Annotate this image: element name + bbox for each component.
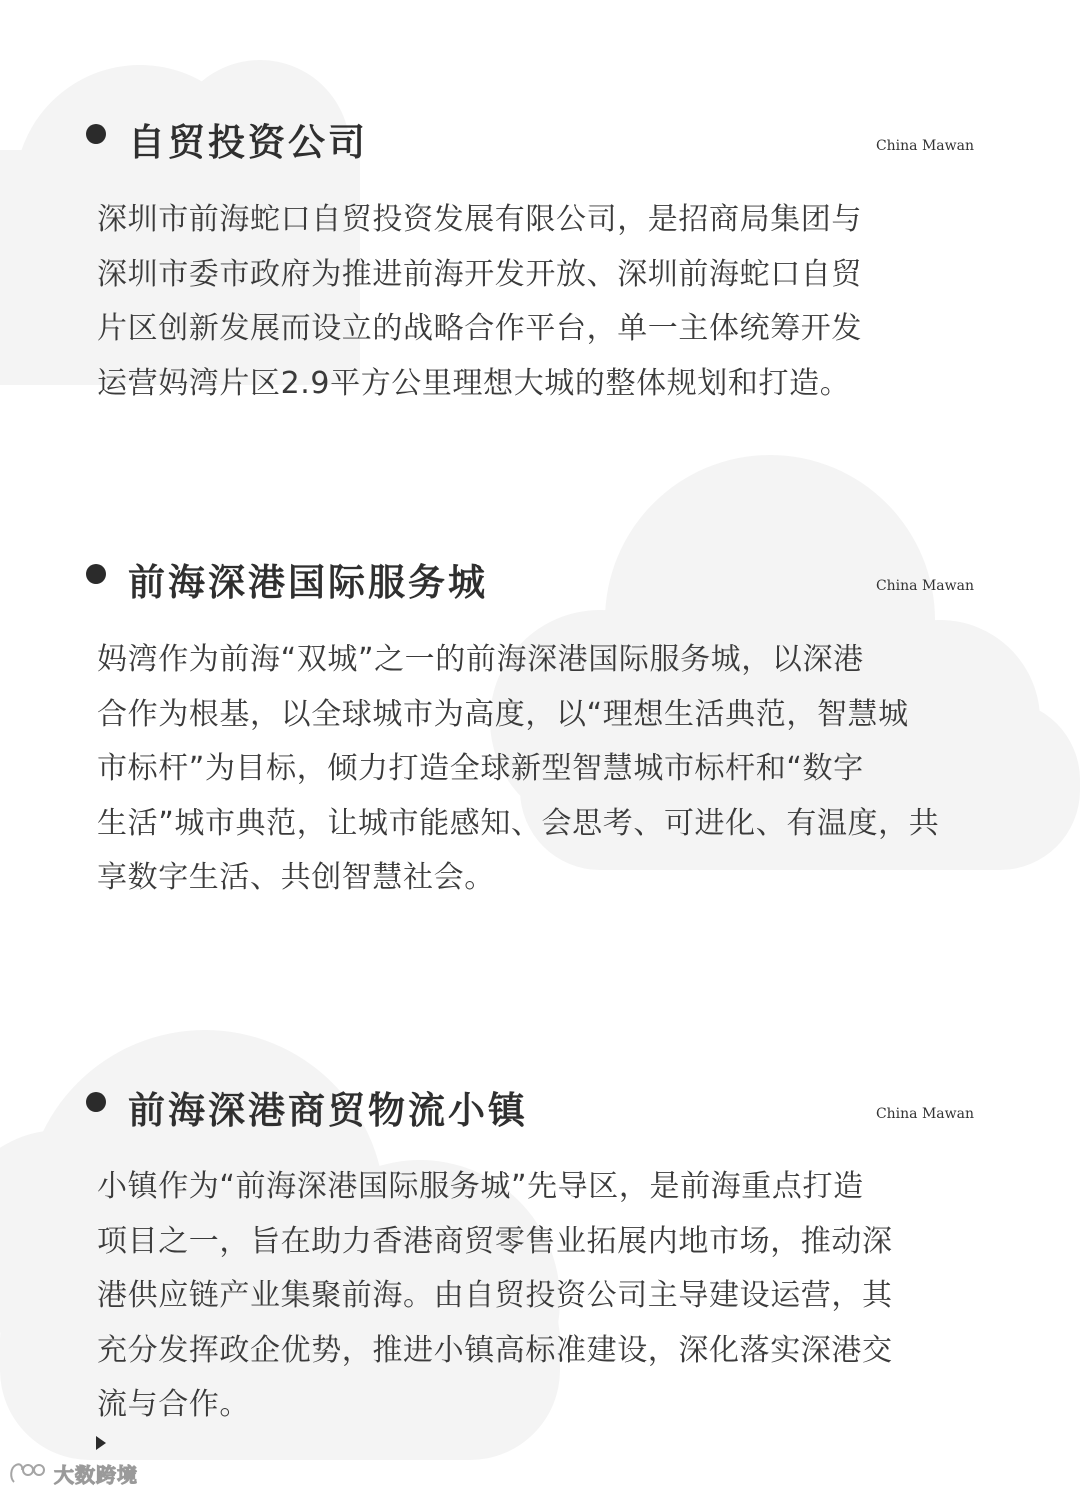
body-line: 市标杆”为目标，倾力打造全球新型智慧城市标杆和“数字 <box>97 751 864 786</box>
watermark-text: 大数跨境 <box>54 1462 138 1487</box>
section-subtitle: China Mawan <box>875 1106 974 1122</box>
body-line: 妈湾作为前海“双城”之一的前海深港国际服务城，以深港 <box>97 642 864 677</box>
body-line: 生活”城市典范，让城市能感知、会思考、可进化、有温度，共 <box>97 805 940 841</box>
body-line: 合作为根基，以全球城市为高度，以“理想生活典范，智慧城 <box>97 696 909 732</box>
body-line: 项目之一，旨在助力香港商贸零售业拓展内地市场，推动深 <box>97 1223 893 1259</box>
body-line: 小镇作为“前海深港国际服务城”先导区，是前海重点打造 <box>97 1169 864 1204</box>
body-line: 享数字生活、共创智慧社会。 <box>97 860 495 895</box>
body-line: 运营妈湾片区2.9平方公里理想大城的整体规划和打造。 <box>97 365 851 401</box>
play-triangle-icon <box>96 1436 106 1450</box>
bullet-icon <box>86 1092 106 1112</box>
body-line: 港供应链产业集聚前海。由自贸投资公司主导建设运营，其 <box>97 1278 893 1313</box>
section-subtitle: China Mawan <box>875 138 974 154</box>
body-line: 片区创新发展而设立的战略合作平台，单一主体统筹开发 <box>97 311 862 346</box>
section-title: 前海深港国际服务城 <box>128 561 488 604</box>
section-body <box>97 633 997 906</box>
watermark <box>8 1458 138 1488</box>
section-subtitle: China Mawan <box>875 578 974 594</box>
section-title: 前海深港商贸物流小镇 <box>128 1089 528 1132</box>
bullet-icon <box>86 124 106 144</box>
logo-icon <box>8 1460 50 1486</box>
section-body <box>97 193 997 411</box>
body-line: 流与合作。 <box>97 1387 250 1422</box>
section-body <box>97 1160 997 1433</box>
body-line: 深圳市前海蛇口自贸投资发展有限公司，是招商局集团与 <box>97 202 862 237</box>
body-line: 充分发挥政企优势，推进小镇高标准建设，深化落实深港交 <box>97 1332 893 1368</box>
section-title: 自贸投资公司 <box>128 121 368 164</box>
bullet-icon <box>86 564 106 584</box>
body-line: 深圳市委市政府为推进前海开发开放、深圳前海蛇口自贸 <box>97 256 862 292</box>
